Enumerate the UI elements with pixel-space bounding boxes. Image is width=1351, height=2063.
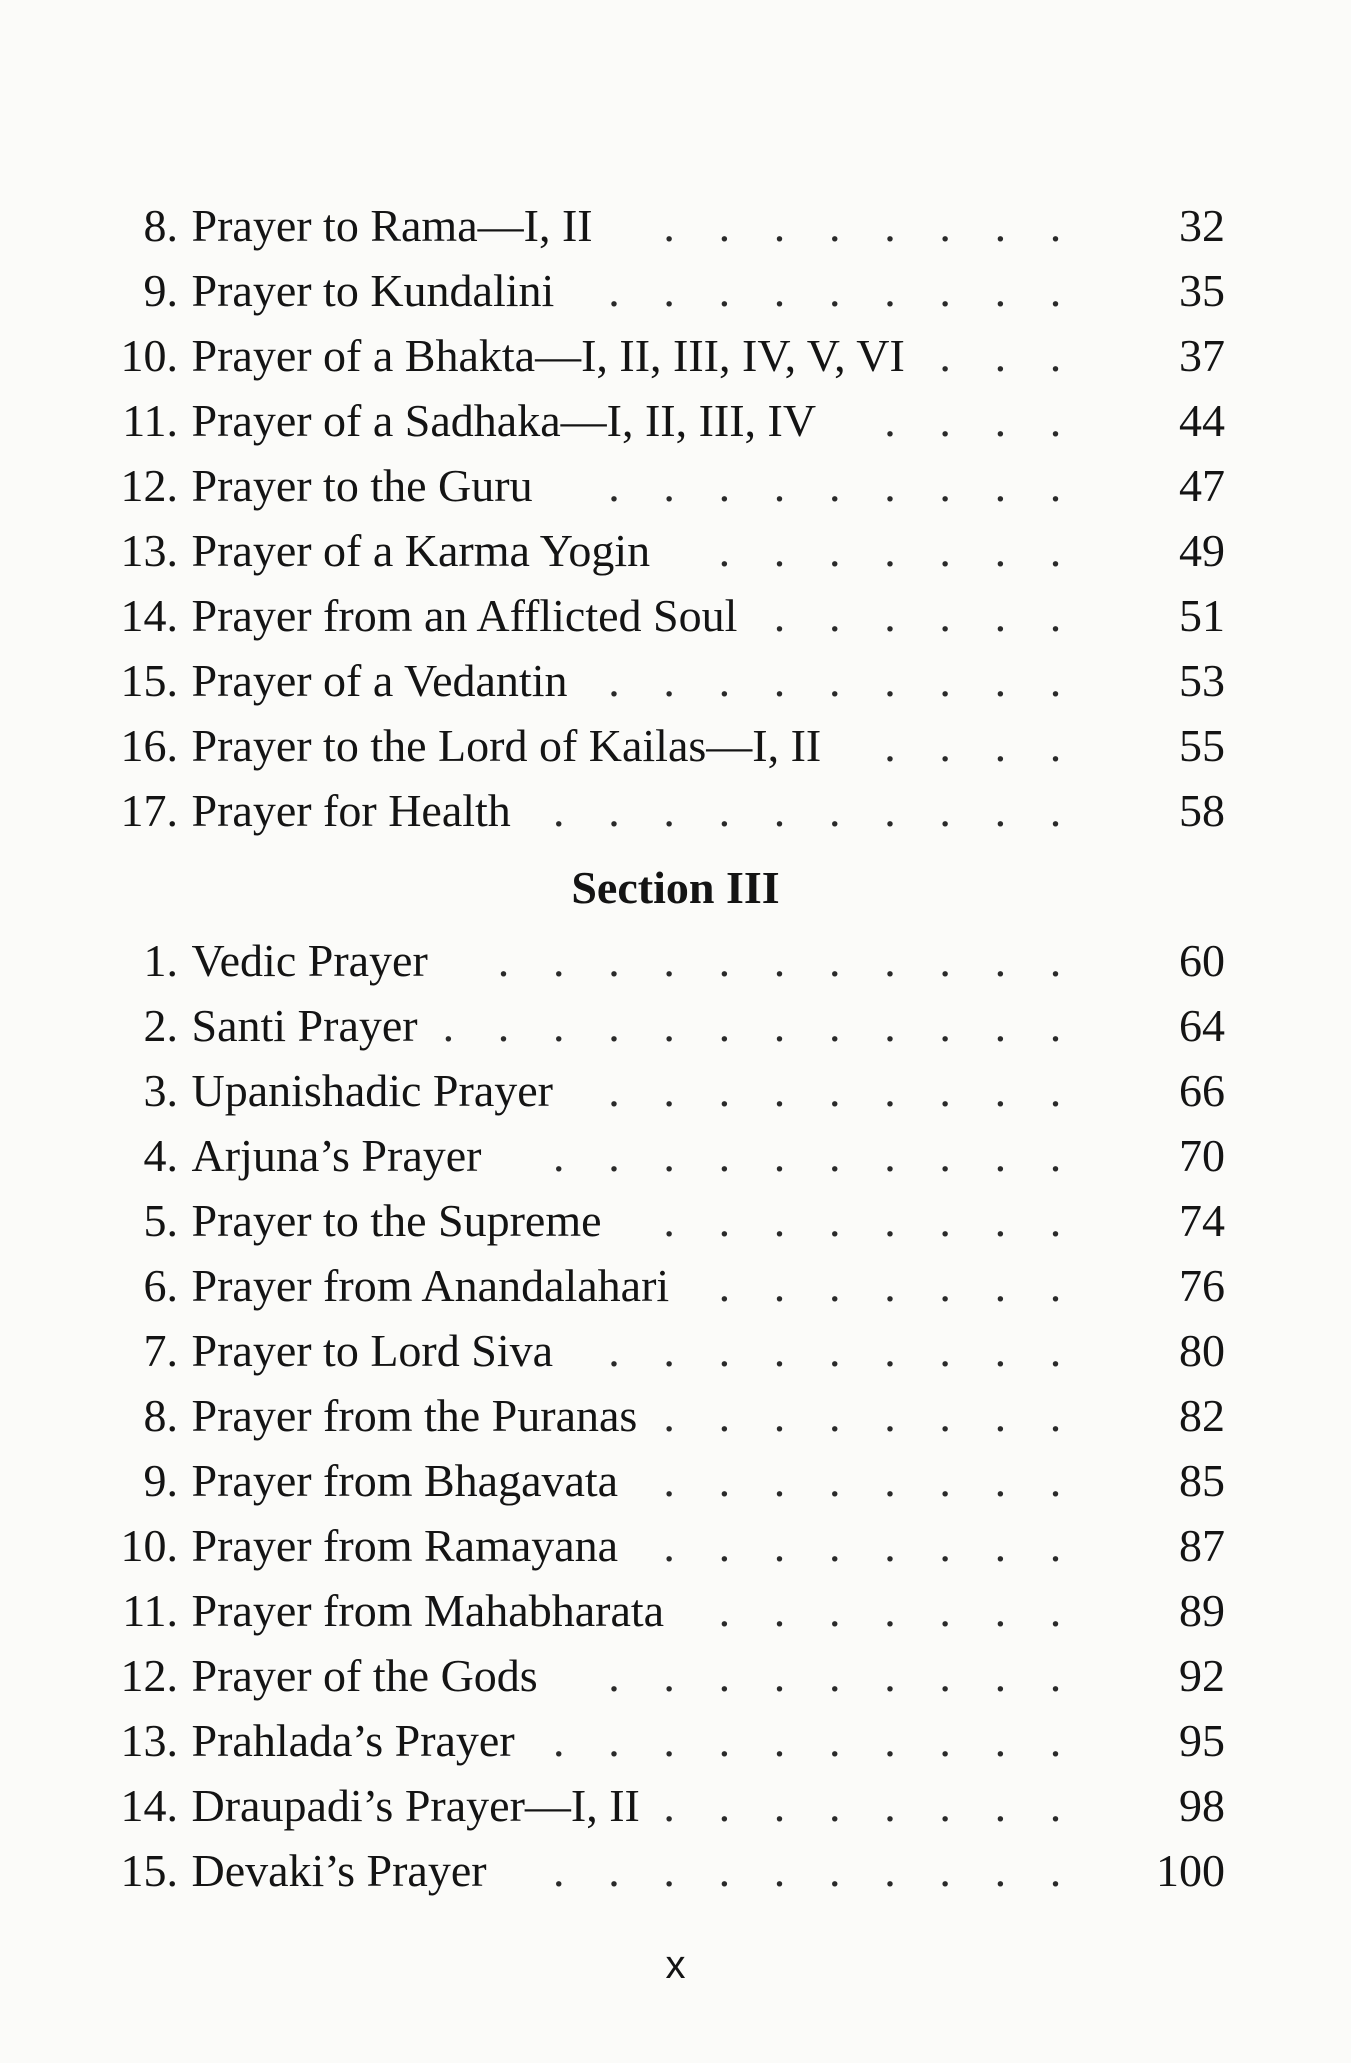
dot-leader: ..........	[553, 1130, 1105, 1181]
toc-entry-number: 4.	[143, 1130, 178, 1181]
toc-entry-title: Prayer from an Afflicted Soul	[191, 590, 738, 641]
toc-entry-title: Draupadi’s Prayer—I, II	[191, 1780, 640, 1831]
toc-entry	[100, 1253, 1225, 1318]
toc-entry-page: 60	[1179, 935, 1225, 986]
toc-entry-page: 47	[1179, 460, 1225, 511]
toc-entry-title: Prayer from Bhagavata	[191, 1455, 619, 1506]
toc-entry	[100, 928, 1225, 993]
toc-entry-number: 17.	[120, 785, 178, 836]
toc-entry-page: 100	[1156, 1845, 1225, 1896]
dot-leader: ...........	[497, 935, 1105, 986]
toc-entry	[100, 388, 1225, 453]
dot-leader: ........	[663, 1520, 1105, 1571]
toc-entry-page: 70	[1179, 1130, 1225, 1181]
toc-entry-number: 11.	[122, 395, 178, 446]
toc-entry-number: 6.	[143, 1260, 178, 1311]
toc-entry-number: 7.	[143, 1325, 178, 1376]
toc-entry-page: 51	[1179, 590, 1225, 641]
toc-entry	[100, 1448, 1225, 1513]
toc-entry-number: 5.	[143, 1195, 178, 1246]
toc-entry-title: Arjuna’s Prayer	[191, 1130, 482, 1181]
toc-entry	[100, 713, 1225, 778]
toc-entry-title: Prayer of a Sadhaka—I, II, III, IV	[191, 395, 817, 446]
dot-leader: ...	[939, 330, 1105, 381]
toc-entry	[100, 1188, 1225, 1253]
dot-leader: ....	[884, 720, 1105, 771]
toc-entry	[100, 193, 1225, 258]
toc-entry-title: Prayer to the Lord of Kailas—I, II	[191, 720, 822, 771]
toc-entry	[100, 323, 1225, 388]
toc-entry-title: Upanishadic Prayer	[191, 1065, 553, 1116]
toc-entry-number: 8.	[143, 200, 178, 251]
toc-entry-number: 16.	[120, 720, 178, 771]
dot-leader: ..........	[553, 785, 1105, 836]
toc-entry-page: 44	[1179, 395, 1225, 446]
dot-leader: .........	[608, 1650, 1105, 1701]
dot-leader: .........	[608, 265, 1105, 316]
dot-leader: .........	[608, 655, 1105, 706]
toc-entry-page: 74	[1179, 1195, 1225, 1246]
toc-entry-title: Prayer to Kundalini	[191, 265, 555, 316]
toc-entry-page: 58	[1179, 785, 1225, 836]
toc-entry-number: 14.	[120, 590, 178, 641]
toc-entry	[100, 778, 1225, 843]
toc-entry-number: 9.	[143, 265, 178, 316]
toc-entry-title: Prayer for Health	[191, 785, 511, 836]
toc-entry-title: Vedic Prayer	[191, 935, 428, 986]
toc-entry-page: 98	[1179, 1780, 1225, 1831]
toc-entry-page: 82	[1179, 1390, 1225, 1441]
toc-entry	[100, 518, 1225, 583]
toc-entry-number: 1.	[143, 935, 178, 986]
toc-entry-page: 49	[1179, 525, 1225, 576]
toc-entry-page: 55	[1179, 720, 1225, 771]
toc-entry-page: 37	[1179, 330, 1225, 381]
toc-entry	[100, 1513, 1225, 1578]
dot-leader: .........	[608, 1325, 1105, 1376]
toc-entry	[100, 453, 1225, 518]
toc-entry-page: 35	[1179, 265, 1225, 316]
toc-entry	[100, 1838, 1225, 1903]
toc-entry-title: Prayer from Anandalahari	[191, 1260, 670, 1311]
toc-entry-title: Prayer to Lord Siva	[191, 1325, 554, 1376]
dot-leader: ........	[663, 200, 1105, 251]
toc-entry-page: 89	[1179, 1585, 1225, 1636]
toc-entry	[100, 1058, 1225, 1123]
toc-entry-number: 15.	[120, 1845, 178, 1896]
toc-entry-title: Santi Prayer	[191, 1000, 418, 1051]
toc-entry-title: Devaki’s Prayer	[191, 1845, 487, 1896]
toc-entry-page: 87	[1179, 1520, 1225, 1571]
toc-entry-title: Prayer of a Karma Yogin	[191, 525, 651, 576]
toc-entry-number: 10.	[120, 1520, 178, 1571]
toc-entry-page: 95	[1179, 1715, 1225, 1766]
dot-leader: .......	[718, 525, 1105, 576]
toc-entry	[100, 993, 1225, 1058]
toc-entry-title: Prayer from Ramayana	[191, 1520, 619, 1571]
toc-entry-number: 12.	[120, 1650, 178, 1701]
toc-entry-title: Prayer from the Puranas	[191, 1390, 638, 1441]
toc-entry	[100, 1123, 1225, 1188]
toc-entry-page: 32	[1179, 200, 1225, 251]
dot-leader: ........	[663, 1780, 1105, 1831]
dot-leader: ........	[663, 1195, 1105, 1246]
dot-leader: ......	[773, 590, 1105, 641]
dot-leader: .........	[608, 1065, 1105, 1116]
toc-entry-number: 2.	[143, 1000, 178, 1051]
toc-section-2-list	[100, 193, 1225, 843]
toc-entry-number: 8.	[143, 1390, 178, 1441]
toc-entry-title: Prahlada’s Prayer	[191, 1715, 515, 1766]
toc-entry	[100, 1773, 1225, 1838]
toc-entry-title: Prayer from Mahabharata	[191, 1585, 665, 1636]
toc-entry-number: 10.	[120, 330, 178, 381]
toc-entry	[100, 1708, 1225, 1773]
toc-entry-page: 80	[1179, 1325, 1225, 1376]
dot-leader: ............	[442, 1000, 1105, 1051]
toc-entry-title: Prayer to the Guru	[191, 460, 533, 511]
toc-entry	[100, 1318, 1225, 1383]
dot-leader: ..........	[553, 1715, 1105, 1766]
toc-entry-title: Prayer to the Supreme	[191, 1195, 602, 1246]
toc-entry-page: 53	[1179, 655, 1225, 706]
toc-entry-title: Prayer to Rama—I, II	[191, 200, 593, 251]
toc-entry-page: 85	[1179, 1455, 1225, 1506]
toc-entry-title: Prayer of a Bhakta—I, II, III, IV, V, VI	[191, 330, 905, 381]
toc-section-3-list	[100, 928, 1225, 1903]
section-heading: Section III	[571, 862, 780, 913]
toc-entry-number: 11.	[122, 1585, 178, 1636]
toc-entry-page: 66	[1179, 1065, 1225, 1116]
dot-leader: .......	[718, 1585, 1105, 1636]
toc-entry-title: Prayer of a Vedantin	[191, 655, 568, 706]
toc-entry	[100, 1578, 1225, 1643]
toc-entry-page: 92	[1179, 1650, 1225, 1701]
toc-entry	[100, 258, 1225, 323]
toc-entry-number: 13.	[120, 1715, 178, 1766]
toc-entry	[100, 648, 1225, 713]
dot-leader: ....	[884, 395, 1105, 446]
toc-entry-number: 12.	[120, 460, 178, 511]
dot-leader: ........	[663, 1390, 1105, 1441]
toc-entry-number: 9.	[143, 1455, 178, 1506]
dot-leader: ..........	[553, 1845, 1105, 1896]
dot-leader: ........	[663, 1455, 1105, 1506]
dot-leader: .......	[718, 1260, 1105, 1311]
page-folio: x	[665, 1943, 686, 1987]
toc-entry-number: 15.	[120, 655, 178, 706]
dot-leader: .........	[608, 460, 1105, 511]
toc-entry-number: 14.	[120, 1780, 178, 1831]
toc-entry-number: 13.	[120, 525, 178, 576]
toc-entry	[100, 1643, 1225, 1708]
toc-entry-page: 64	[1179, 1000, 1225, 1051]
toc-entry	[100, 1383, 1225, 1448]
toc-entry-title: Prayer of the Gods	[191, 1650, 538, 1701]
toc-entry	[100, 583, 1225, 648]
toc-entry-number: 3.	[143, 1065, 178, 1116]
toc-entry-page: 76	[1179, 1260, 1225, 1311]
